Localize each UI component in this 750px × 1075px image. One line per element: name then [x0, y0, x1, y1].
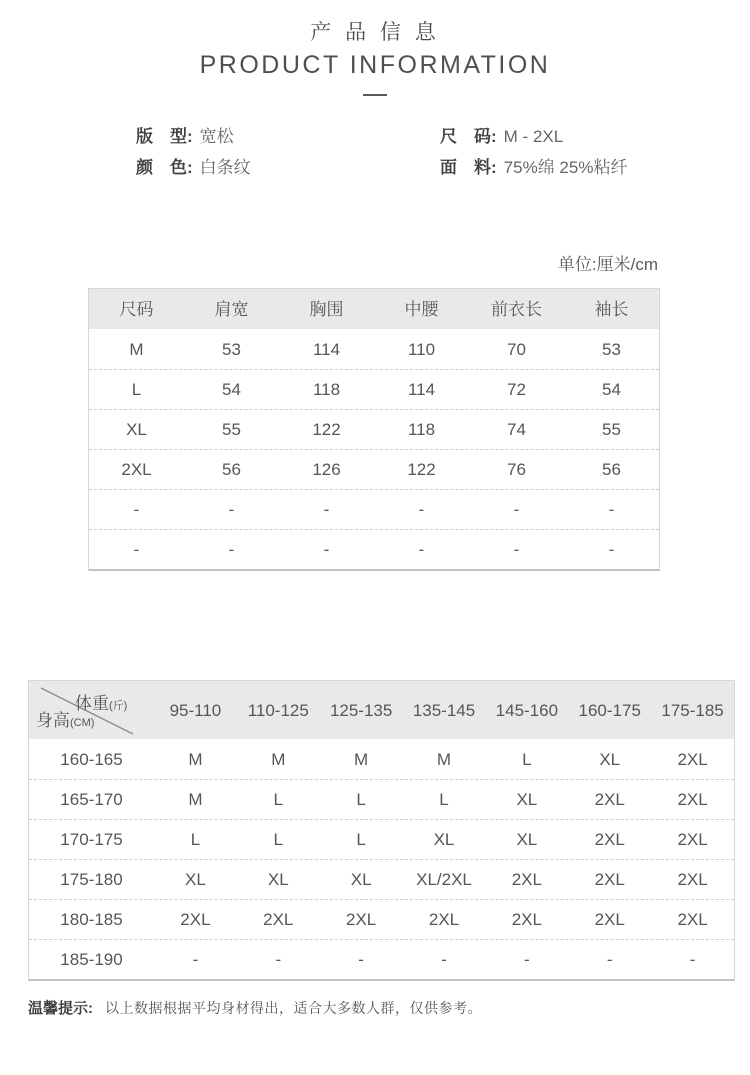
weight-range-header-cell: 145-160: [495, 700, 559, 720]
size-recommendation-cell: XL: [599, 749, 621, 769]
size-table-cell: 76: [507, 460, 526, 479]
size-recommendation-cell: XL: [350, 870, 372, 889]
page-title-en: PRODUCT INFORMATION: [199, 51, 551, 79]
size-recommendation-cell: L: [273, 830, 283, 849]
size-recommendation-cell: M: [188, 749, 203, 769]
size-recommendation-cell: -: [689, 950, 696, 969]
size-recommendation-cell: XL/2XL: [416, 870, 472, 889]
fit-table-body: [29, 739, 734, 979]
size-recommendation-cell: L: [439, 790, 449, 809]
size-recommendation-cell: 2XL: [511, 870, 542, 889]
size-recommendation-cell: 2XL: [677, 749, 708, 769]
size-recommendation-cell: L: [273, 790, 283, 809]
corner-height-label: 身高(CM): [36, 711, 95, 730]
height-range-cell: 160-165: [60, 749, 123, 769]
size-recommendation-cell: 2XL: [511, 910, 542, 929]
weight-range-header-cell: 125-135: [329, 700, 393, 720]
size-table-cell: 56: [222, 460, 241, 479]
size-recommendation-cell: -: [358, 950, 364, 969]
size-table-cell: 56: [602, 460, 621, 479]
fit-table-row: [29, 779, 734, 819]
size-table-cell: 72: [507, 380, 526, 399]
size-table-row: [89, 369, 659, 409]
size-recommendation-cell: XL: [267, 870, 289, 889]
spec-color-value: 白条纹: [199, 158, 251, 177]
size-recommendation-cell: XL: [516, 830, 538, 849]
size-recommendation-cell: 2XL: [677, 870, 708, 889]
weight-range-header-cell: 95-110: [169, 700, 222, 720]
size-table-header-cell: 中腰: [404, 299, 439, 319]
height-range-cell: 185-190: [60, 950, 123, 969]
size-recommendation-cell: L: [522, 749, 532, 769]
size-recommendation-cell: -: [606, 950, 613, 969]
size-table-row: [89, 409, 659, 449]
size-recommendation-cell: 2XL: [594, 870, 625, 889]
size-table-header-cell: 前衣长: [491, 299, 542, 319]
page-title-cn: 产 品 信 息: [310, 21, 440, 44]
unit-note: 单位:厘米/cm: [557, 255, 658, 274]
size-table-cell: -: [608, 500, 615, 519]
size-table-cell: 54: [222, 380, 241, 399]
warm-tip-label: 温馨提示:: [28, 1000, 93, 1017]
size-table-row: [89, 529, 659, 569]
size-table-cell: 55: [222, 420, 241, 439]
size-recommendation-cell: -: [524, 950, 530, 969]
size-recommendation-cell: M: [436, 749, 452, 769]
title-divider: [363, 94, 387, 96]
size-table-header-row: [89, 289, 659, 329]
page-header: [0, 16, 750, 96]
size-recommendation-cell: 2XL: [594, 910, 625, 929]
size-table-cell: 74: [507, 420, 526, 439]
spec-fit-label: 版 型:: [136, 127, 193, 146]
fit-table-row: [29, 939, 734, 979]
size-table-cell: -: [323, 540, 330, 559]
size-measurement-table: [88, 288, 660, 571]
size-recommendation-cell: 2XL: [594, 830, 625, 849]
size-table-cell: 122: [312, 420, 341, 439]
warm-tip-text: 以上数据根据平均身材得出，适合大多数人群，仅供参考。: [105, 1000, 482, 1016]
size-table-cell: 122: [407, 460, 436, 479]
size-recommendation-cell: 2XL: [263, 910, 294, 929]
size-recommendation-cell: M: [271, 749, 286, 769]
spec-color: [136, 152, 251, 183]
weight-range-header-cell: 175-185: [661, 700, 724, 720]
size-table-cell: -: [228, 540, 235, 559]
spec-fabric-label: 面 料:: [440, 158, 497, 177]
weight-range-header-cell: 110-125: [247, 700, 309, 720]
size-recommendation-cell: XL: [433, 830, 455, 849]
fit-table-header-row: [29, 681, 734, 739]
size-recommendation-cell: L: [190, 830, 201, 849]
size-table-cell: -: [133, 500, 140, 519]
size-recommendation-cell: 2XL: [428, 910, 460, 929]
weight-range-header-cell: 135-145: [412, 700, 476, 720]
size-recommendation-cell: M: [354, 749, 369, 769]
size-recommendation-cell: 2XL: [677, 910, 708, 929]
height-range-cell: 175-180: [60, 870, 123, 889]
size-table-cell: -: [513, 540, 520, 559]
size-recommendation-cell: 2XL: [677, 830, 708, 849]
fit-table-row: [29, 819, 734, 859]
size-recommendation-cell: 2XL: [346, 910, 377, 929]
size-table-cell: L: [131, 380, 142, 399]
size-table-cell: 118: [407, 420, 436, 439]
height-range-cell: 170-175: [60, 830, 123, 849]
fit-table-corner-cell: [29, 681, 154, 739]
size-table-cell: -: [418, 500, 425, 519]
size-table-cell: -: [513, 500, 520, 519]
size-recommendation-cell: L: [356, 830, 366, 849]
size-table-cell: 114: [312, 339, 341, 359]
size-table-row: [89, 329, 659, 369]
size-table-row: [89, 489, 659, 529]
size-table-cell: 114: [407, 380, 436, 399]
size-table-cell: 53: [222, 339, 241, 359]
size-recommendation-cell: M: [188, 790, 203, 809]
size-recommendation-cell: 2XL: [594, 790, 625, 809]
spec-size: [440, 121, 627, 152]
size-table-header-cell: 胸围: [309, 299, 344, 319]
size-table-header-cell: 肩宽: [214, 299, 249, 319]
size-table-cell: 126: [312, 460, 341, 479]
size-table-cell: 70: [507, 339, 526, 359]
fit-table-row: [29, 899, 734, 939]
size-table-header-cell: 尺码: [119, 299, 154, 319]
spec-fabric: [440, 152, 627, 183]
size-table-cell: 118: [312, 380, 341, 399]
size-table-cell: -: [323, 500, 330, 519]
size-recommendation-table: [28, 680, 735, 981]
size-recommendation-cell: -: [275, 950, 282, 969]
size-table-cell: -: [228, 500, 235, 519]
height-range-cell: 165-170: [60, 790, 123, 809]
size-recommendation-cell: -: [192, 950, 199, 969]
fit-table-row: [29, 859, 734, 899]
size-recommendation-cell: XL: [516, 790, 538, 809]
spec-fabric-value: 75%绵 25%粘纤: [503, 158, 628, 177]
size-recommendation-cell: -: [441, 950, 447, 969]
size-recommendation-cell: 2XL: [180, 910, 211, 929]
specs-right-column: [440, 121, 627, 183]
fit-table-row: [29, 739, 734, 779]
size-recommendation-cell: 2XL: [677, 790, 708, 809]
size-table-header-cell: 袖长: [594, 299, 629, 319]
spec-fit: [136, 121, 251, 152]
size-table-cell: 110: [407, 339, 436, 359]
size-table-cell: 55: [602, 420, 621, 439]
size-recommendation-cell: L: [356, 790, 366, 809]
height-range-cell: 180-185: [60, 910, 123, 929]
size-table-cell: -: [133, 540, 140, 559]
size-table-cell: -: [608, 540, 615, 559]
size-table-cell: -: [418, 540, 425, 559]
warm-tip: [28, 997, 482, 1018]
size-table-cell: 53: [602, 339, 621, 359]
size-table-cell: M: [129, 339, 144, 359]
specs-left-column: [136, 121, 251, 183]
size-table-cell: XL: [126, 420, 147, 439]
spec-color-label: 颜 色:: [136, 158, 193, 177]
size-recommendation-cell: XL: [185, 870, 206, 889]
spec-fit-value: 宽松: [199, 127, 234, 146]
spec-size-label: 尺 码:: [440, 127, 497, 146]
size-table-body: [89, 329, 659, 569]
size-table-cell: 2XL: [121, 460, 152, 479]
weight-range-header-cell: 160-175: [578, 700, 641, 720]
corner-weight-label: 体重(斤): [75, 694, 128, 713]
size-table-cell: 54: [602, 380, 621, 399]
spec-size-value: M - 2XL: [503, 127, 564, 146]
size-table-row: [89, 449, 659, 489]
